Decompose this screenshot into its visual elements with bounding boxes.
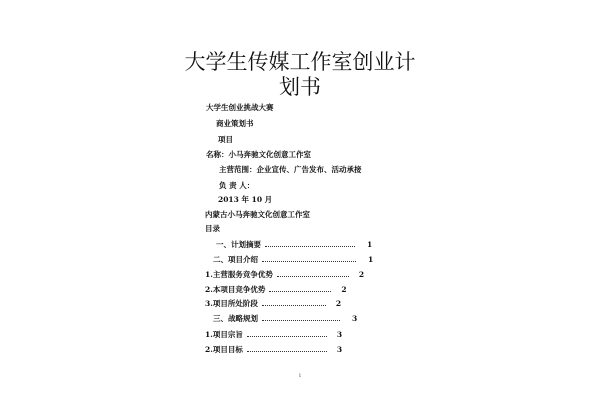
toc-entry-label: 一、计划摘要 — [216, 240, 261, 249]
toc-entry[interactable] — [216, 240, 372, 249]
page-number: 1 — [298, 373, 302, 379]
toc-entry[interactable] — [205, 299, 341, 308]
toc-entry[interactable] — [213, 314, 357, 323]
document-title-line-1: 大学生传媒工作室创业计 — [184, 50, 416, 74]
plan-type: 商业策划书 — [216, 119, 254, 128]
toc-entry[interactable] — [205, 330, 342, 339]
toc-entry-page: 3 — [336, 330, 343, 339]
toc-entry-label: 2.本项目竞争优势 — [205, 285, 266, 294]
leader-line: 负 责 人： — [219, 181, 255, 190]
toc-entry-page: 2 — [358, 270, 365, 279]
toc-entry-page: 3 — [336, 345, 343, 354]
toc-leader-dots — [247, 345, 327, 352]
toc-leader-dots — [262, 299, 326, 306]
toc-entry[interactable] — [205, 345, 342, 354]
business-scope-line: 主营范围：企业宣传、广告发布、活动承接 — [219, 165, 362, 174]
toc-entry-page: 3 — [352, 314, 358, 323]
toc-entry-page: 2 — [341, 285, 347, 294]
toc-entry-label: 1.主营服务竞争优势 — [205, 270, 273, 279]
project-name-line: 名称：小马奔驰文化创意工作室 — [206, 150, 311, 159]
toc-entry-label: 2.项目目标 — [205, 345, 243, 354]
toc-leader-dots — [277, 270, 349, 277]
project-label: 项目 — [218, 135, 233, 144]
toc-entry[interactable] — [205, 270, 364, 279]
toc-entry-page: 1 — [367, 240, 373, 249]
toc-heading: 目录 — [205, 224, 220, 233]
toc-leader-dots — [269, 285, 331, 292]
organization-line: 内蒙古小马奔驰文化创意工作室 — [205, 210, 310, 219]
document-title-line-2: 划书 — [279, 75, 321, 99]
toc-entry-label: 3.项目所处阶段 — [205, 299, 258, 308]
toc-entry[interactable] — [205, 285, 347, 294]
date-line: 2013 年 10 月 — [218, 195, 273, 204]
toc-entry-page: 1 — [368, 255, 374, 264]
toc-entry-label: 二、项目介绍 — [213, 255, 258, 264]
toc-leader-dots — [265, 240, 355, 247]
toc-entry-label: 1.项目宗旨 — [205, 330, 243, 339]
toc-entry-page: 2 — [335, 299, 342, 308]
toc-entry-label: 三、战略规划 — [213, 314, 258, 323]
toc-leader-dots — [247, 330, 327, 337]
toc-leader-dots — [262, 314, 340, 321]
toc-leader-dots — [262, 255, 356, 262]
toc-entry[interactable] — [213, 255, 373, 264]
competition-name: 大学生创业挑战大赛 — [206, 103, 274, 112]
